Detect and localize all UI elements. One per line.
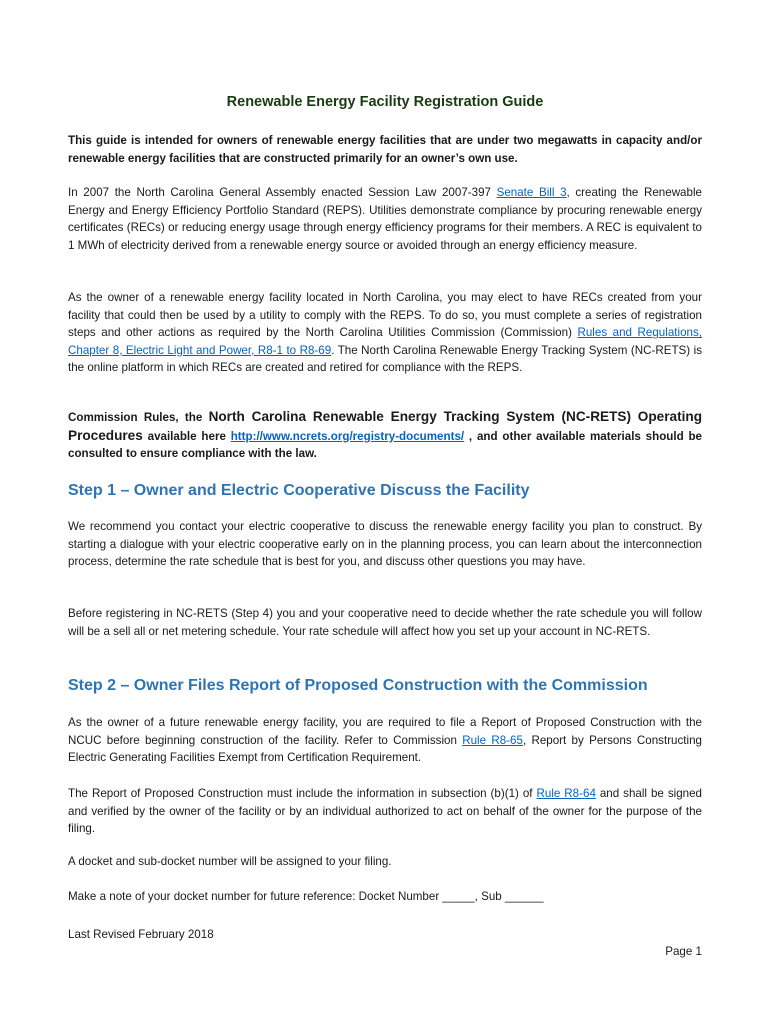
paragraph-text: . The North Carolina Renewable Energy Tracking System (NC-RETS) is the online platform in which RECs are created and retired for compliance with the REPS. — [68, 343, 702, 375]
step1-paragraph-2: Before registering in NC-RETS (Step 4) you and your cooperative need to decide whether the rate schedule you will follow will be a sell all or net metering schedule. Your rate schedule will affect how you set up your account in NC-RETS. — [68, 607, 702, 638]
step1-paragraph-1: We recommend you contact your electric cooperative to discuss the renewable energy facility you plan to construct. By starting a dialogue with your electric cooperative early on in the planning process, you can learn about the interconnection process, determine the rate schedule that is best for you, and discuss other questions you may have. — [68, 520, 702, 569]
paragraph-text: As the owner of a renewable energy facility located in North Carolina, you may elect to have RECs created from your facility that could then be used by a utility to comply with the REPS. To do so, you must complete a series of registration steps and other actions as required by the North Carolina Utilities Commission (Commission) — [68, 291, 702, 340]
step2-heading: Step 2 – Owner Files Report of Proposed Construction with the Commission — [68, 677, 648, 694]
operating-procedures-title: North Carolina Renewable Energy Tracking System (NC-RETS) Operating Procedures — [68, 409, 702, 443]
paragraph-text: and shall be signed and verified by the owner of the facility or by an individual authorized to act on behalf of the owner for the purpose of the filing. — [68, 787, 702, 836]
paragraph-text: , creating the Renewable Energy and Energy Efficiency Portfolio Standard (REPS). Utilities demonstrate compliance by procuring renewable energy certificates (RECs) or reducing energy usage through energy efficiency programs for their members. A REC is equivalent to 1 MWh of electricity derived from a renewable energy source or avoided through an energy efficiency measure. — [68, 186, 702, 252]
intro-paragraph: This guide is intended for owners of renewable energy facilities that are under two megawatts in capacity and/or renewable energy facilities that are constructed primarily for an owner’s own use. — [68, 134, 702, 165]
paragraph-text: available here — [142, 429, 231, 443]
paragraph-text: The Report of Proposed Construction must include the information in subsection (b)(1) of — [68, 787, 537, 800]
rule-r8-64-link[interactable]: Rule R8-64 — [536, 787, 596, 800]
paragraph-text: In 2007 the North Carolina General Assembly enacted Session Law 2007-397 — [68, 186, 497, 199]
rule-r8-65-link[interactable]: Rule R8-65 — [462, 733, 523, 747]
paragraph-compliance — [68, 408, 702, 463]
paragraph-text: , Report by Persons Constructing Electric Generating Facilities Exempt from Certification Requirement. — [68, 733, 702, 765]
last-revised-footer: Last Revised February 2018 — [68, 928, 214, 941]
page-number: Page 1 — [665, 945, 702, 958]
paragraph-text: As the owner of a future renewable energy facility, you are required to file a Report of Proposed Construction with the NCUC before beginning construction of the facility. Refer to Commission — [68, 716, 702, 747]
rules-regulations-link[interactable]: Rules and Regulations, Chapter 8, Electric Light and Power, R8-1 to R8-69 — [68, 326, 702, 357]
step1-heading: Step 1 – Owner and Electric Cooperative Discuss the Facility — [68, 482, 530, 499]
senate-bill-link[interactable]: Senate Bill 3 — [496, 186, 567, 199]
step2-paragraph-2 — [68, 785, 702, 838]
step2-paragraph-3: A docket and sub-docket number will be assigned to your filing. — [68, 855, 392, 868]
registry-documents-link[interactable]: http://www.ncrets.org/registry-documents/ — [230, 429, 465, 443]
paragraph-text: Commission Rules, the — [68, 411, 209, 424]
paragraph-history — [68, 184, 702, 254]
step2-paragraph-4: Make a note of your docket number for future reference: Docket Number _____, Sub ______ — [68, 890, 544, 903]
paragraph-owner — [68, 289, 702, 377]
page-title: Renewable Energy Facility Registration Guide — [226, 94, 544, 110]
paragraph-text: , and other available materials should be consulted to ensure compliance with the law. — [68, 429, 703, 461]
step2-paragraph-1 — [68, 714, 702, 767]
